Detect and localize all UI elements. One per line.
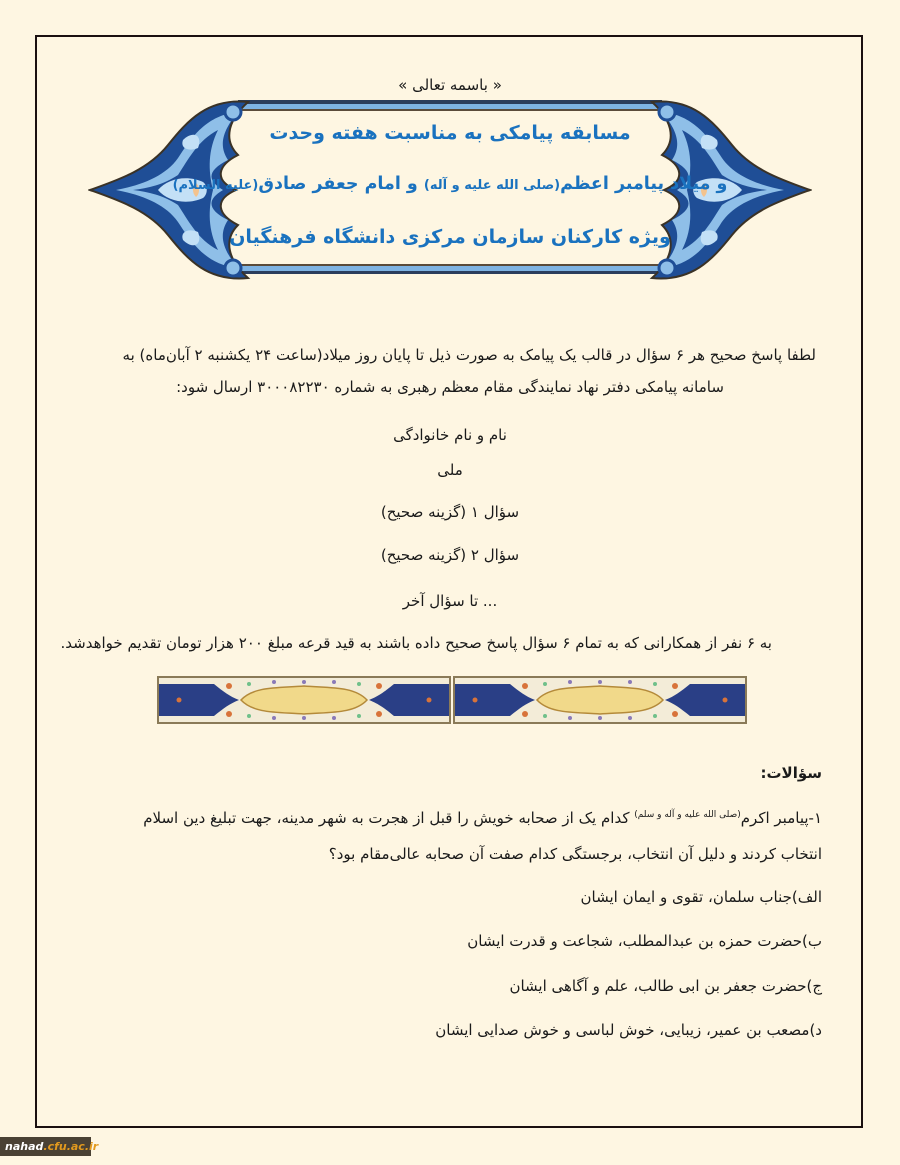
watermark-part-1: nahad (5, 1140, 44, 1153)
sms-format-item: سؤال ۱ (گزینه صحیح) (380, 503, 520, 521)
banner-line-1: مسابقه پیامکی به مناسبت هفته وحدت (269, 122, 631, 144)
tile-pattern-icon (159, 678, 449, 722)
question-1-honorific: (صلی الله علیه و آله و سلم) (634, 810, 741, 820)
title-banner (88, 90, 812, 295)
sms-format-item: ملی (437, 461, 463, 479)
decorative-tile-strip (157, 676, 451, 724)
instructions-line-2: سامانه پیامکی دفتر نهاد نمایندگی مقام معظم رهبری به شماره ۳۰۰۰۸۲۲۳۰ ارسال شود: (176, 378, 724, 396)
question-1-option-c: ج)حضرت جعفر بن ابی طالب، علم و آگاهی ایشان (509, 977, 822, 995)
question-1-text: کدام یک از صحابه خویش را قبل از هجرت به شهر مدینه، جهت تبلیغ دین اسلام (143, 809, 635, 827)
instructions-line-1: لطفا پاسخ صحیح هر ۶ سؤال در قالب یک پیامک به صورت ذیل تا پایان روز میلاد(ساعت ۲۴ یکشنبه ۲ آبان‌ماه) به (122, 346, 816, 364)
site-watermark (0, 1137, 99, 1156)
question-1-prefix: ۱-پیامبر اکرم (740, 809, 822, 827)
sms-format-item: سؤال ۲ (گزینه صحیح) (380, 546, 520, 564)
questions-heading: سؤالات: (760, 764, 822, 782)
prize-text: به ۶ نفر از همکارانی که به تمام ۶ سؤال پاسخ صحیح داده باشند به قید قرعه مبلغ ۲۰۰ هزار تومان تقدیم خواهدشد. (60, 634, 772, 652)
watermark-part-2: .cfu.ac.ir (43, 1140, 99, 1153)
question-1-option-d: د)مصعب بن عمیر، زیبایی، خوش لباسی و خوش صدایی ایشان (435, 1021, 822, 1039)
banner-honorific-2: (علیه السلام) (172, 178, 259, 193)
banner-line-2-part-a: و میلاد پیامبر اعظم (560, 174, 728, 194)
question-1-line-2: انتخاب کردند و دلیل آن انتخاب، برجستگی کدام صفت آن صحابه عالی‌مقام بود؟ (328, 845, 822, 863)
tile-pattern-icon (455, 678, 745, 722)
invocation-text: « باسمه تعالی » (398, 76, 502, 94)
sms-format-item: ... تا سؤال آخر (402, 592, 498, 610)
banner-line-2 (88, 174, 812, 194)
sms-format-item: نام و نام خانوادگی (393, 426, 507, 444)
decorative-tile-strip (453, 676, 747, 724)
question-1-option-a: الف)جناب سلمان، تقوی و ایمان ایشان (580, 888, 822, 906)
banner-line-3: ویژه کارکنان سازمان مرکزی دانشگاه فرهنگیان (229, 226, 671, 248)
question-1-line-1 (143, 809, 822, 827)
question-1-option-b: ب)حضرت حمزه بن عبدالمطلب، شجاعت و قدرت ایشان (467, 932, 822, 950)
banner-line-2-part-c: و امام جعفر صادق (258, 174, 424, 194)
banner-honorific-1: (صلی الله علیه و آله) (423, 178, 561, 193)
